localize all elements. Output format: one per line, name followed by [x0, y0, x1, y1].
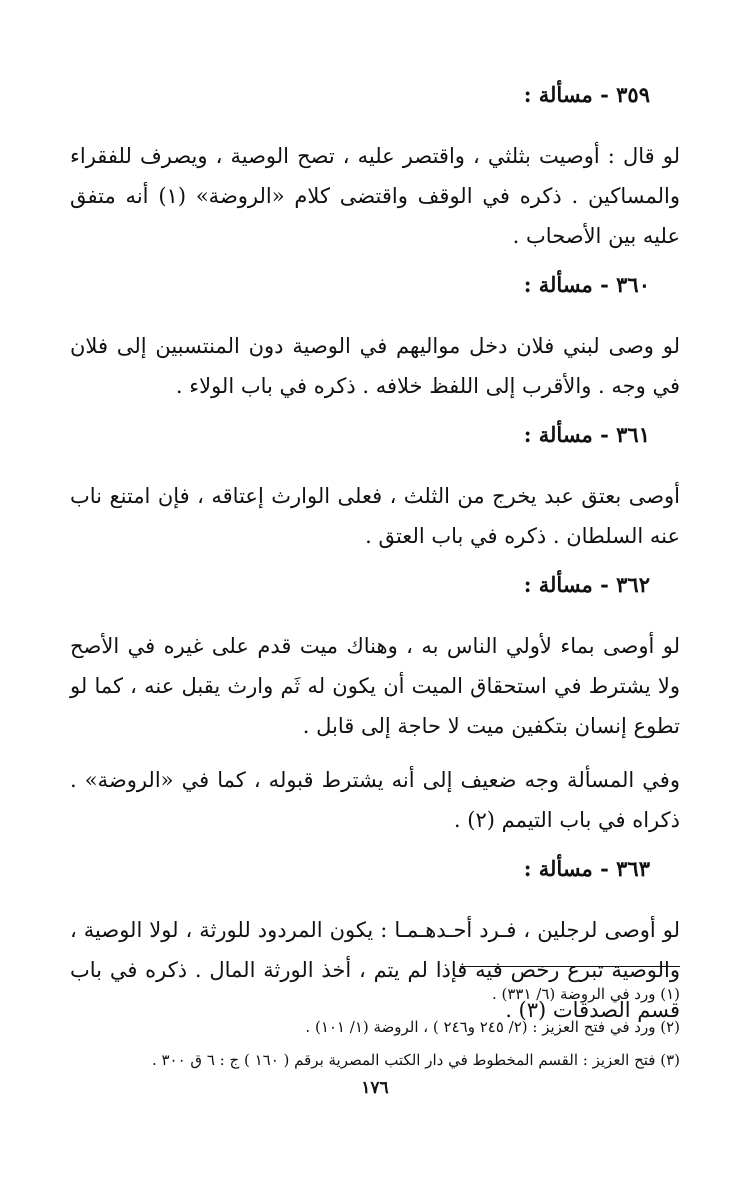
section-heading: ٣٦٣ - مسألة : — [523, 856, 650, 881]
footnotes — [70, 978, 680, 1077]
footnote-divider — [460, 966, 680, 967]
footnote-1: (١) ورد في الروضة (٦/ ٣٣١) . — [491, 985, 680, 1003]
section-paragraph: لو وصى لبني فلان دخل مواليهم في الوصية دون المنتسبين إلى فلان في وجه . والأقرب إلى اللفظ خلافه . ذكره في باب الولاء . — [70, 334, 680, 398]
section-heading: ٣٦١ - مسألة : — [523, 422, 650, 447]
section-359 — [70, 80, 680, 256]
section-paragraph: لو قال : أوصيت بثلثي ، واقتصر عليه ، تصح الوصية ، ويصرف للفقراء والمساكين . ذكره في الوقف واقتضى كلام «الروضة» (١) أنه متفق عليه بين الأصحاب . — [70, 144, 680, 248]
section-heading: ٣٦٠ - مسألة : — [523, 272, 650, 297]
section-paragraph: لو أوصى لرجلين ، فـرد أحـدهـمـا : يكون المردود للورثة ، لولا الوصية ، والوصية تبرع رخص فيه فإذا لم يتم ، أخذ الورثة المال . ذكره في باب قسم الصدقات (٣) . — [70, 918, 680, 1022]
section-paragraph: وفي المسألة وجه ضعيف إلى أنه يشترط قبوله ، كما في «الروضة» . ذكراه في باب التيمم (٢) . — [70, 768, 680, 832]
section-paragraph: لو أوصى بماء لأولي الناس به ، وهناك ميت قدم على غيره في الأصح ولا يشترط في استحقاق الميت أن يكون له ثَم وارث يقبل عنه ، كما لو تطوع إنسان بتكفين ميت لا حاجة إلى قابل . — [70, 634, 680, 738]
footnote-2: (٢) ورد في فتح العزيز : (٢/ ٢٤٥ و٢٤٦ ) ، الروضة (١/ ١٠١) . — [305, 1018, 680, 1036]
section-360 — [70, 270, 680, 406]
page-body — [70, 80, 680, 1044]
section-heading: ٣٦٢ - مسألة : — [523, 572, 650, 597]
section-paragraph: أوصى بعتق عبد يخرج من الثلث ، فعلى الوارث إعتاقه ، فإن امتنع ناب عنه السلطان . ذكره في باب العتق . — [70, 484, 680, 548]
section-heading: ٣٥٩ - مسألة : — [523, 82, 650, 107]
page-number: ١٧٦ — [361, 1078, 389, 1098]
footnote-3: (٣) فتح العزيز : القسم المخطوط في دار الكتب المصرية برقم ( ١٦٠ ) ج : ٦ ق ٣٠٠ . — [151, 1051, 680, 1069]
section-362 — [70, 570, 680, 840]
section-361 — [70, 420, 680, 556]
